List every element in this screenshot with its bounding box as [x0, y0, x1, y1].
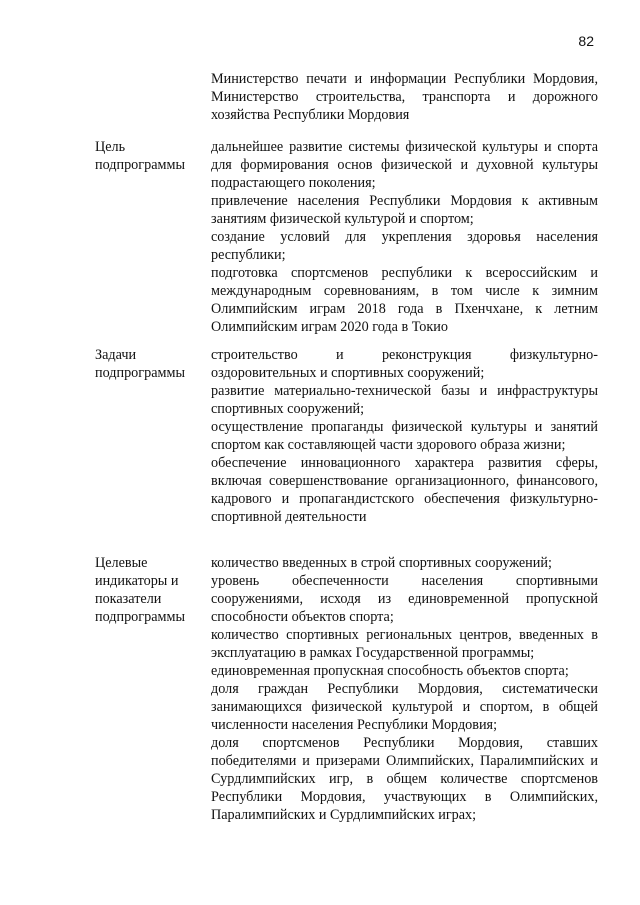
- tasks-item: осуществление пропаганды физической культуры и занятий спортом как составляющей части здорового образа жизни;: [211, 419, 598, 453]
- indicators-item: единовременная пропускная способность объектов спорта;: [211, 663, 569, 679]
- goal-content: [211, 138, 598, 336]
- goal-item: привлечение населения Республики Мордовия к активным занятиям физической культурой и спортом;: [211, 193, 598, 227]
- indicators-item: количество спортивных региональных центров, введенных в эксплуатацию в рамках Государственной программы;: [211, 627, 598, 661]
- tasks-item: обеспечение инновационного характера развития сферы, включая совершенствование организационного, финансового, кадрового и пропагандистского обеспечения физкультурно-спортивной деятельности: [211, 455, 598, 525]
- indicators-item: количество введенных в строй спортивных сооружений;: [211, 555, 552, 571]
- tasks-content: [211, 346, 598, 526]
- tasks-label: Задачи подпрограммы: [95, 347, 185, 381]
- goal-label: Цель подпрограммы: [95, 139, 185, 173]
- indicators-label: Целевые индикаторы и показатели подпрограммы: [95, 555, 185, 625]
- page-number: 82: [578, 33, 594, 49]
- tasks-item: развитие материально-технической базы и инфраструктуры спортивных сооружений;: [211, 383, 598, 417]
- indicators-item: доля граждан Республики Мордовия, систематически занимающихся физической культурой и спортом, в общей численности населения Республики Мордовия;: [211, 681, 598, 733]
- tasks-item: строительство и реконструкция физкультурно-оздоровительных и спортивных сооружений;: [211, 347, 598, 381]
- intro-paragraph: Министерство печати и информации Республики Мордовия, Министерство строительства, транспорта и дорожного хозяйства Республики Мордовия: [211, 71, 598, 123]
- goal-item: дальнейшее развитие системы физической культуры и спорта для формирования основ физической и духовной культуры подрастающего поколения;: [211, 139, 598, 191]
- goal-item: создание условий для укрепления здоровья населения республики;: [211, 229, 598, 263]
- goal-item: подготовка спортсменов республики к всероссийским и международным соревнованиям, в том числе к зимним Олимпийским играм 2018 года в Пхенчхане, к летним Олимпийским играм 2020 года в Токио: [211, 265, 598, 335]
- indicators-item: уровень обеспеченности населения спортивными сооружениями, исходя из единовременной пропускной способности объектов спорта;: [211, 573, 598, 625]
- indicators-content: [211, 554, 598, 824]
- indicators-item: доля спортсменов Республики Мордовия, ставших победителями и призерами Олимпийских, Паралимпийских и Сурдлимпийских игр, в общем количестве спортсменов Республики Мордовия, участвующих в Олимпийских, Паралимпийских и Сурдлимпийских играх;: [211, 735, 598, 823]
